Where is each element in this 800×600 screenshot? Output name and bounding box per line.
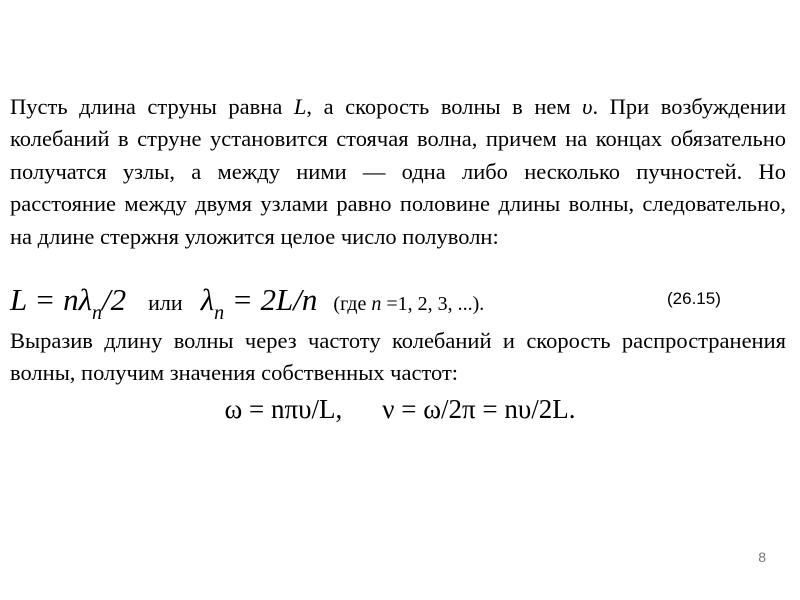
equation-number: (26.15) (667, 289, 721, 308)
paragraph-frequencies: Выразив длину волны через частоту колебаний и скорость распространения волны, получим значения собственных частот: (10, 328, 786, 386)
equation-or: или (148, 290, 183, 315)
equation-subscript-1: n (92, 302, 103, 324)
equation-note-n: n (371, 293, 382, 315)
paragraph-intro-text-1: Пусть длина струны равна (10, 94, 294, 119)
symbol-L: L (293, 94, 307, 119)
equation-rhs-2: = 2L/n (224, 282, 318, 317)
equation-lhs: L = nλ (10, 282, 93, 317)
equation-note-open: (где (333, 293, 372, 315)
equation-rhs-1: /2 (102, 282, 127, 317)
equation-lambda: λ (200, 282, 215, 317)
equation-note-rest: =1, 2, 3, ...). (381, 293, 485, 315)
symbol-v: υ (582, 94, 593, 119)
paragraph-intro-text-2: , а скорость волны в нем (306, 94, 583, 119)
equation-note (333, 293, 484, 315)
equation-omega: ω = nπυ/L, (224, 394, 343, 424)
equation-subscript-2: n (214, 302, 225, 324)
paragraph-intro-text-3: . При возбуждении колебаний в струне установится стоячая волна, причем на концах обязательно получатся узлы, а между ними — одна либо несколько пучностей. Но расстояние между двумя узлами равно половине длины волны, следовательно, на длине стержня уложится целое число полуволн: (10, 94, 787, 249)
paragraph-intro (10, 91, 786, 253)
equation-frequencies (0, 394, 800, 425)
equation-nu: ν = ω/2π = nυ/2L. (382, 394, 576, 424)
page-number: 8 (758, 549, 766, 565)
